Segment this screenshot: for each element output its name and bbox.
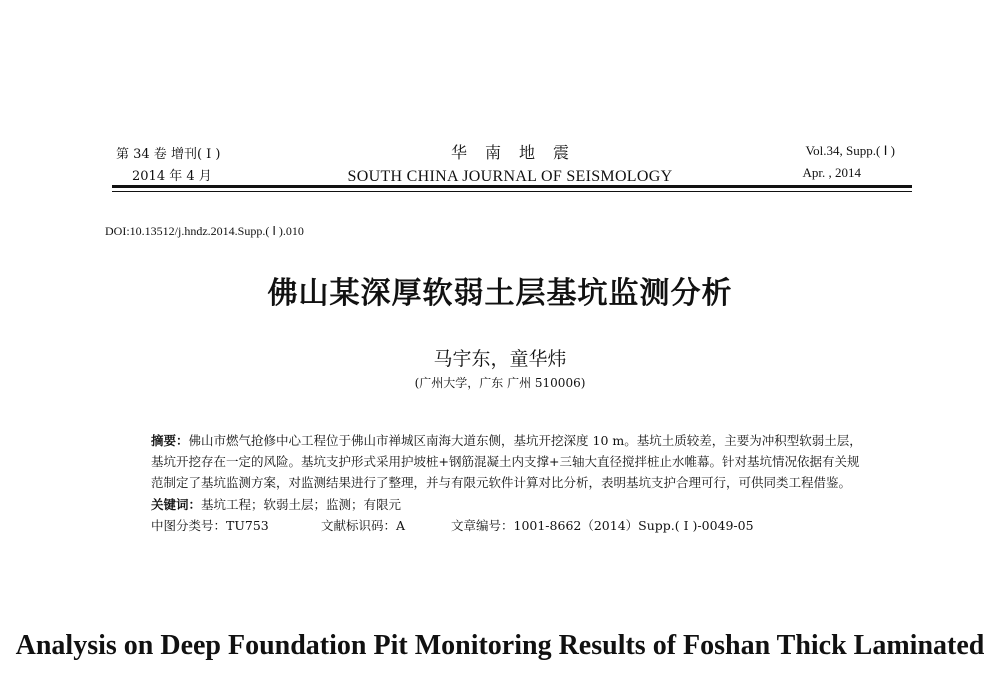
header-volume-info	[803, 140, 896, 184]
paper-title-en: Analysis on Deep Foundation Pit Monitoring Results of Foshan Thick Laminated	[15, 630, 985, 661]
document-code: 文献标识码：A	[321, 517, 406, 533]
abstract-paragraph	[151, 430, 871, 494]
header-date-cn: 2014 年 4 月	[132, 169, 212, 184]
journal-name-en: SOUTH CHINA JOURNAL OF SEISMOLOGY	[347, 168, 673, 185]
abstract-label: 摘要：	[151, 433, 189, 448]
header-date-en: Apr. , 2014	[802, 165, 861, 180]
clc-number: 中图分类号：TU753	[151, 517, 269, 533]
author-affiliation: (广州大学，广东 广州 510006)	[414, 376, 586, 390]
header-issue-info	[116, 144, 220, 188]
classification-line	[151, 515, 871, 536]
header-volume-en: Vol.34, Supp.( Ⅰ )	[805, 143, 895, 158]
keywords-text: 基坑工程；软弱土层；监测；有限元	[201, 496, 402, 512]
keywords-label: 关键词：	[151, 496, 202, 512]
header-rule-thick	[112, 185, 912, 188]
author-names: 马宇东，童华炜	[433, 348, 567, 370]
doi-line: DOI:10.13512/j.hndz.2014.Supp.( Ⅰ ).010	[105, 224, 304, 238]
header-rule-thin	[112, 191, 912, 192]
article-number: 文章编号：1001-8662（2014）Supp.( Ⅰ )-0049-05	[451, 517, 754, 533]
journal-name-cn: 华南地震	[450, 143, 587, 162]
header-volume-cn: 第 34 卷 增刊( Ⅰ )	[116, 147, 221, 162]
header-journal-name	[300, 140, 720, 188]
abstract-block	[151, 430, 871, 536]
paper-title-cn: 佛山某深厚软弱土层基坑监测分析	[267, 276, 733, 311]
abstract-text: 佛山市燃气抢修中心工程位于佛山市禅城区南海大道东侧，基坑开挖深度 10 m。基坑土质较差，主要为冲积型软弱土层，基坑开挖存在一定的风险。基坑支护形式采用护坡桩+钢筋混凝土内支撑+三轴大直径搅拌桩止水帷幕。针对基坑情况依据有关规范制定了基坑监测方案，对监测结果进行了整理，并与有限元软件计算对比分析，表明基坑支护合理可行，可供同类工程借鉴。	[151, 433, 862, 491]
keywords-line	[151, 494, 871, 515]
